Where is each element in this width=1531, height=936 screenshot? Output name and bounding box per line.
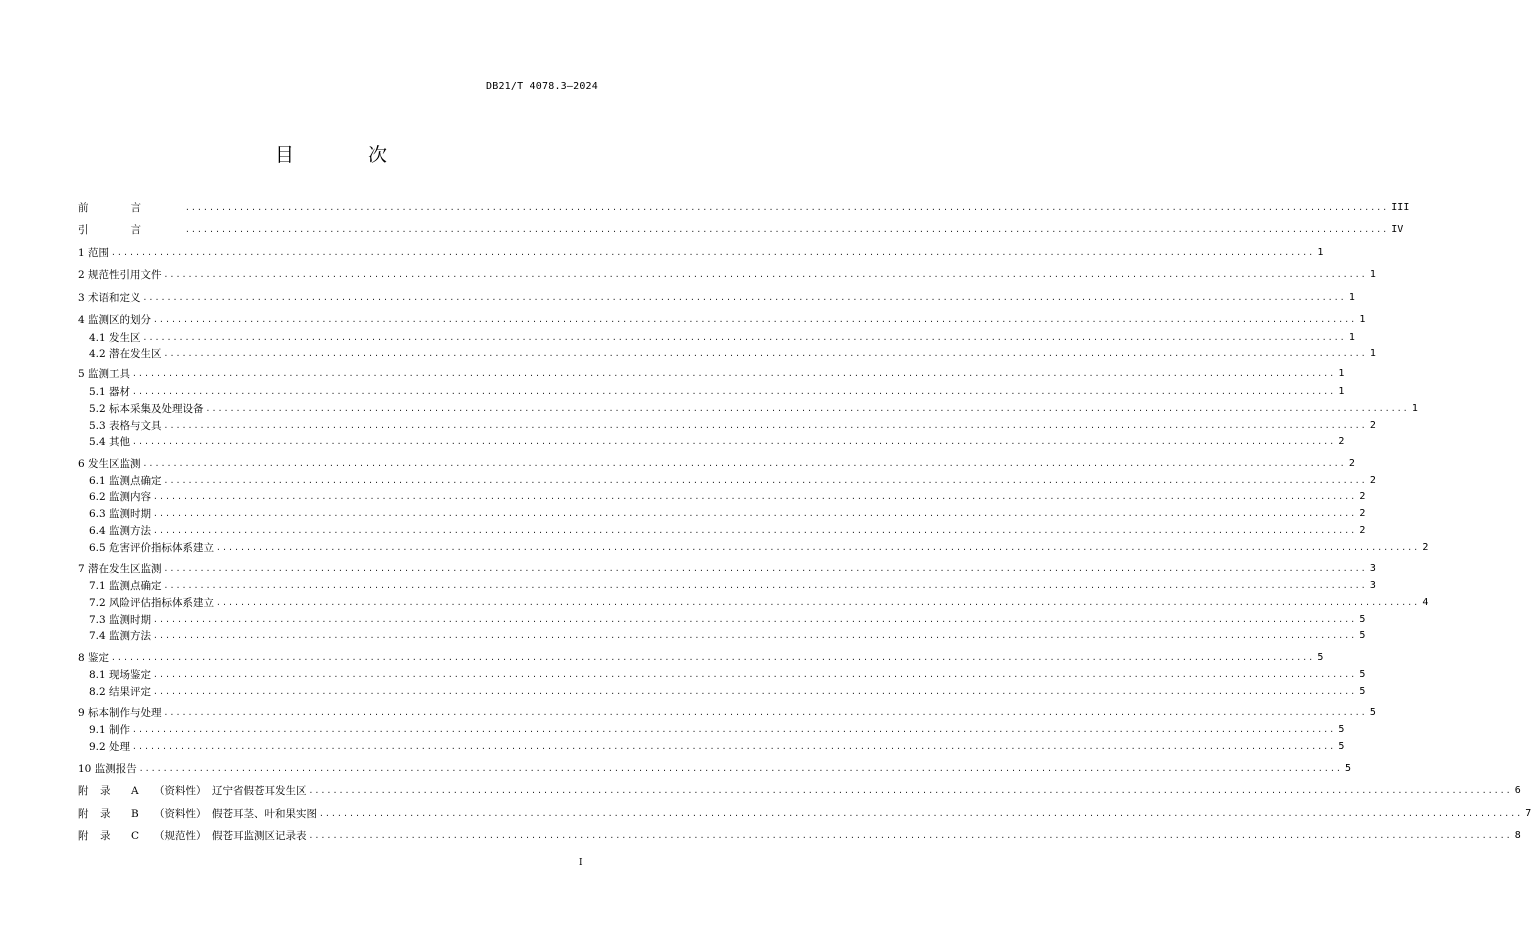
toc-appendix-entry[interactable] bbox=[78, 783, 1521, 799]
toc-entry-page: 6 bbox=[1514, 785, 1521, 796]
toc-leader-dots: ........................................................................................................................................................................................................ bbox=[163, 349, 1367, 358]
toc-leader-dots: ........................................................................................................................................................................................................ bbox=[138, 764, 1342, 773]
toc-entry[interactable] bbox=[89, 612, 1366, 628]
toc-entry-label: 3 术语和定义 bbox=[78, 292, 141, 304]
toc-entry-page: 5 bbox=[1359, 669, 1366, 680]
document-code: DB21/T 4078.3—2024 bbox=[486, 81, 598, 92]
toc-entry[interactable] bbox=[89, 684, 1366, 700]
toc-entry[interactable] bbox=[89, 346, 1376, 362]
toc-entry-label: 4.2 潜在发生区 bbox=[89, 348, 162, 360]
toc-entry[interactable] bbox=[89, 384, 1345, 400]
toc-entry-label: 4.1 发生区 bbox=[89, 332, 141, 344]
toc-entry-page: III bbox=[1391, 202, 1410, 213]
toc-entry[interactable] bbox=[78, 200, 1410, 216]
toc-entry-page: 2 bbox=[1359, 491, 1366, 502]
toc-entry-label: 6 发生区监测 bbox=[78, 458, 141, 470]
toc-leader-dots: ........................................................................................................................................................................................................ bbox=[163, 421, 1367, 430]
toc-entry-page: 2 bbox=[1359, 525, 1366, 536]
toc-entry-page: 1 bbox=[1348, 292, 1355, 303]
toc-entry[interactable] bbox=[89, 506, 1366, 522]
toc-entry[interactable] bbox=[78, 290, 1355, 306]
toc-entry[interactable] bbox=[89, 578, 1376, 594]
toc-leader-dots: ........................................................................................................................................................................................................ bbox=[153, 631, 1357, 640]
toc-entry-label: 5 监测工具 bbox=[78, 368, 131, 380]
toc-leader-dots: ........................................................................................................................................................................................................ bbox=[153, 670, 1357, 679]
toc-entry-page: 5 bbox=[1359, 630, 1366, 641]
toc-leader-dots: ........................................................................................................................................................................................................ bbox=[216, 598, 1420, 607]
toc-entry-label: 6.1 监测点确定 bbox=[89, 475, 162, 487]
toc-leader-dots: ........................................................................................................................................................................................................ bbox=[153, 509, 1357, 518]
toc-entry-page: 8 bbox=[1514, 830, 1521, 841]
toc-entry-page: 4 bbox=[1422, 597, 1429, 608]
toc-entry-page: 2 bbox=[1348, 458, 1355, 469]
toc-entry[interactable] bbox=[89, 595, 1429, 611]
toc-entry-label: 6.4 监测方法 bbox=[89, 525, 152, 537]
toc-entry-label: 5.1 器材 bbox=[89, 386, 131, 398]
toc-entry-label: 7.2 风险评估指标体系建立 bbox=[89, 597, 215, 609]
toc-entry-page: 5 bbox=[1369, 707, 1376, 718]
toc-entry-page: 5 bbox=[1344, 763, 1352, 774]
toc-entry-label: 4 监测区的划分 bbox=[78, 314, 152, 326]
toc-entry-page: 1 bbox=[1369, 348, 1376, 359]
toc-entry-page: 2 bbox=[1422, 542, 1429, 553]
toc-entry-page: 1 bbox=[1369, 269, 1376, 280]
toc-entry-label: 7.4 监测方法 bbox=[89, 630, 152, 642]
toc-leader-dots: ........................................................................................................................................................................................................ bbox=[319, 809, 1523, 818]
toc-leader-dots: ........................................................................................................................................................................................................ bbox=[132, 369, 1336, 378]
toc-entry-label: 5.3 表格与文具 bbox=[89, 420, 162, 432]
toc-entry-label: 5.2 标本采集及处理设备 bbox=[89, 403, 204, 415]
toc-entry[interactable] bbox=[89, 330, 1355, 346]
toc-entry-label: 7.1 监测点确定 bbox=[89, 580, 162, 592]
toc-entry-label: 引言 bbox=[78, 224, 183, 236]
toc-entry-page: 7 bbox=[1525, 808, 1531, 819]
toc-entry[interactable] bbox=[78, 650, 1324, 666]
toc-entry-page: 2 bbox=[1369, 475, 1376, 486]
toc-leader-dots: ........................................................................................................................................................................................................ bbox=[185, 225, 1389, 234]
toc-entry-label: 5.4 其他 bbox=[89, 436, 131, 448]
toc-leader-dots: ........................................................................................................................................................................................................ bbox=[132, 387, 1336, 396]
toc-entry-label: 6.2 监测内容 bbox=[89, 491, 152, 503]
toc-entry[interactable] bbox=[78, 456, 1355, 472]
toc-leader-dots: ........................................................................................................................................................................................................ bbox=[111, 653, 1315, 662]
toc-leader-dots: ........................................................................................................................................................................................................ bbox=[185, 203, 1389, 212]
toc-entry[interactable] bbox=[89, 628, 1366, 644]
toc-entry-page: 3 bbox=[1369, 563, 1376, 574]
toc-entry-label: 6.3 监测时期 bbox=[89, 508, 152, 520]
toc-entry-label: 7 潜在发生区监测 bbox=[78, 563, 162, 575]
toc-entry-label: 前言 bbox=[78, 202, 183, 214]
toc-entry-page: 5 bbox=[1338, 724, 1345, 735]
toc-entry-page: 2 bbox=[1369, 420, 1376, 431]
toc-entry[interactable] bbox=[78, 561, 1376, 577]
toc-title: 目 次 bbox=[274, 144, 422, 166]
toc-leader-dots: ........................................................................................................................................................................................................ bbox=[163, 581, 1367, 590]
toc-entry[interactable] bbox=[78, 245, 1324, 261]
toc-leader-dots: ........................................................................................................................................................................................................ bbox=[132, 725, 1336, 734]
toc-entry[interactable] bbox=[78, 366, 1345, 382]
toc-entry[interactable] bbox=[89, 473, 1376, 489]
toc-entry-label: 9.2 处理 bbox=[89, 741, 131, 753]
toc-entry-page: 5 bbox=[1338, 741, 1345, 752]
toc-entry[interactable] bbox=[89, 739, 1345, 755]
toc-entry[interactable] bbox=[78, 222, 1404, 238]
toc-entry-page: 2 bbox=[1359, 508, 1366, 519]
toc-leader-dots: ........................................................................................................................................................................................................ bbox=[153, 526, 1357, 535]
appendix-label: 附 录 B （资料性） 假苍耳茎、叶和果实图 bbox=[78, 808, 317, 820]
toc-entry-page: 5 bbox=[1359, 686, 1366, 697]
toc-leader-dots: ........................................................................................................................................................................................................ bbox=[132, 437, 1336, 446]
toc-entry-label: 9 标本制作与处理 bbox=[78, 707, 162, 719]
toc-entry-label: 7.3 监测时期 bbox=[89, 614, 152, 626]
page-number: I bbox=[579, 858, 583, 868]
toc-appendix-entry[interactable] bbox=[78, 828, 1521, 844]
toc-entry-label: 10 监测报告 bbox=[78, 763, 137, 775]
toc-leader-dots: ........................................................................................................................................................................................................ bbox=[153, 492, 1357, 501]
toc-entry-page: 1 bbox=[1338, 368, 1345, 379]
toc-leader-dots: ........................................................................................................................................................................................................ bbox=[153, 615, 1357, 624]
toc-entry[interactable] bbox=[78, 267, 1376, 283]
toc-leader-dots: ........................................................................................................................................................................................................ bbox=[142, 293, 1346, 302]
toc-leader-dots: ........................................................................................................................................................................................................ bbox=[216, 543, 1420, 552]
toc-leader-dots: ........................................................................................................................................................................................................ bbox=[142, 333, 1346, 342]
toc-entry-page: 1 bbox=[1359, 314, 1366, 325]
toc-leader-dots: ........................................................................................................................................................................................................ bbox=[132, 742, 1336, 751]
toc-entry[interactable] bbox=[89, 434, 1345, 450]
toc-entry-page: 1 bbox=[1317, 247, 1324, 258]
toc-leader-dots: ........................................................................................................................................................................................................ bbox=[153, 687, 1357, 696]
toc-entry-page: 1 bbox=[1338, 386, 1345, 397]
toc-entry[interactable] bbox=[89, 418, 1376, 434]
toc-entry[interactable] bbox=[89, 401, 1418, 417]
toc-entry-page: 5 bbox=[1317, 652, 1324, 663]
toc-entry-page: 5 bbox=[1359, 614, 1366, 625]
toc-entry-label: 8.2 结果评定 bbox=[89, 686, 152, 698]
toc-entry[interactable] bbox=[89, 540, 1429, 556]
toc-entry-page: 1 bbox=[1348, 332, 1355, 343]
toc-entry-page: 3 bbox=[1369, 580, 1376, 591]
toc-entry-label: 1 范围 bbox=[78, 247, 110, 259]
toc-entry-page: IV bbox=[1391, 224, 1404, 235]
toc-leader-dots: ........................................................................................................................................................................................................ bbox=[205, 404, 1409, 413]
toc-entry[interactable] bbox=[89, 722, 1345, 738]
toc-leader-dots: ........................................................................................................................................................................................................ bbox=[111, 248, 1315, 257]
toc-entry[interactable] bbox=[89, 489, 1366, 505]
toc-entry-label: 6.5 危害评价指标体系建立 bbox=[89, 542, 215, 554]
toc-leader-dots: ........................................................................................................................................................................................................ bbox=[142, 459, 1346, 468]
toc-entry-label: 9.1 制作 bbox=[89, 724, 131, 736]
toc-leader-dots: ........................................................................................................................................................................................................ bbox=[163, 476, 1367, 485]
appendix-label: 附 录 C （规范性） 假苍耳监测区记录表 bbox=[78, 830, 307, 842]
toc-entry-label: 8.1 现场鉴定 bbox=[89, 669, 152, 681]
toc-entry[interactable] bbox=[78, 705, 1376, 721]
appendix-label: 附 录 A （资料性） 辽宁省假苍耳发生区 bbox=[78, 785, 307, 797]
toc-leader-dots: ........................................................................................................................................................................................................ bbox=[308, 831, 1512, 840]
toc-leader-dots: ........................................................................................................................................................................................................ bbox=[163, 270, 1367, 279]
toc-entry[interactable] bbox=[89, 523, 1366, 539]
toc-leader-dots: ........................................................................................................................................................................................................ bbox=[308, 786, 1512, 795]
toc-entry[interactable] bbox=[78, 312, 1366, 328]
toc-entry-label: 8 鉴定 bbox=[78, 652, 110, 664]
toc-entry-page: 2 bbox=[1338, 436, 1345, 447]
toc-entry-label: 2 规范性引用文件 bbox=[78, 269, 162, 281]
toc-entry[interactable] bbox=[89, 667, 1366, 683]
toc-leader-dots: ........................................................................................................................................................................................................ bbox=[153, 315, 1357, 324]
toc-leader-dots: ........................................................................................................................................................................................................ bbox=[163, 564, 1367, 573]
toc-entry[interactable] bbox=[78, 761, 1352, 777]
toc-leader-dots: ........................................................................................................................................................................................................ bbox=[163, 708, 1367, 717]
toc-appendix-entry[interactable] bbox=[78, 806, 1531, 822]
toc-entry-page: 1 bbox=[1411, 403, 1418, 414]
